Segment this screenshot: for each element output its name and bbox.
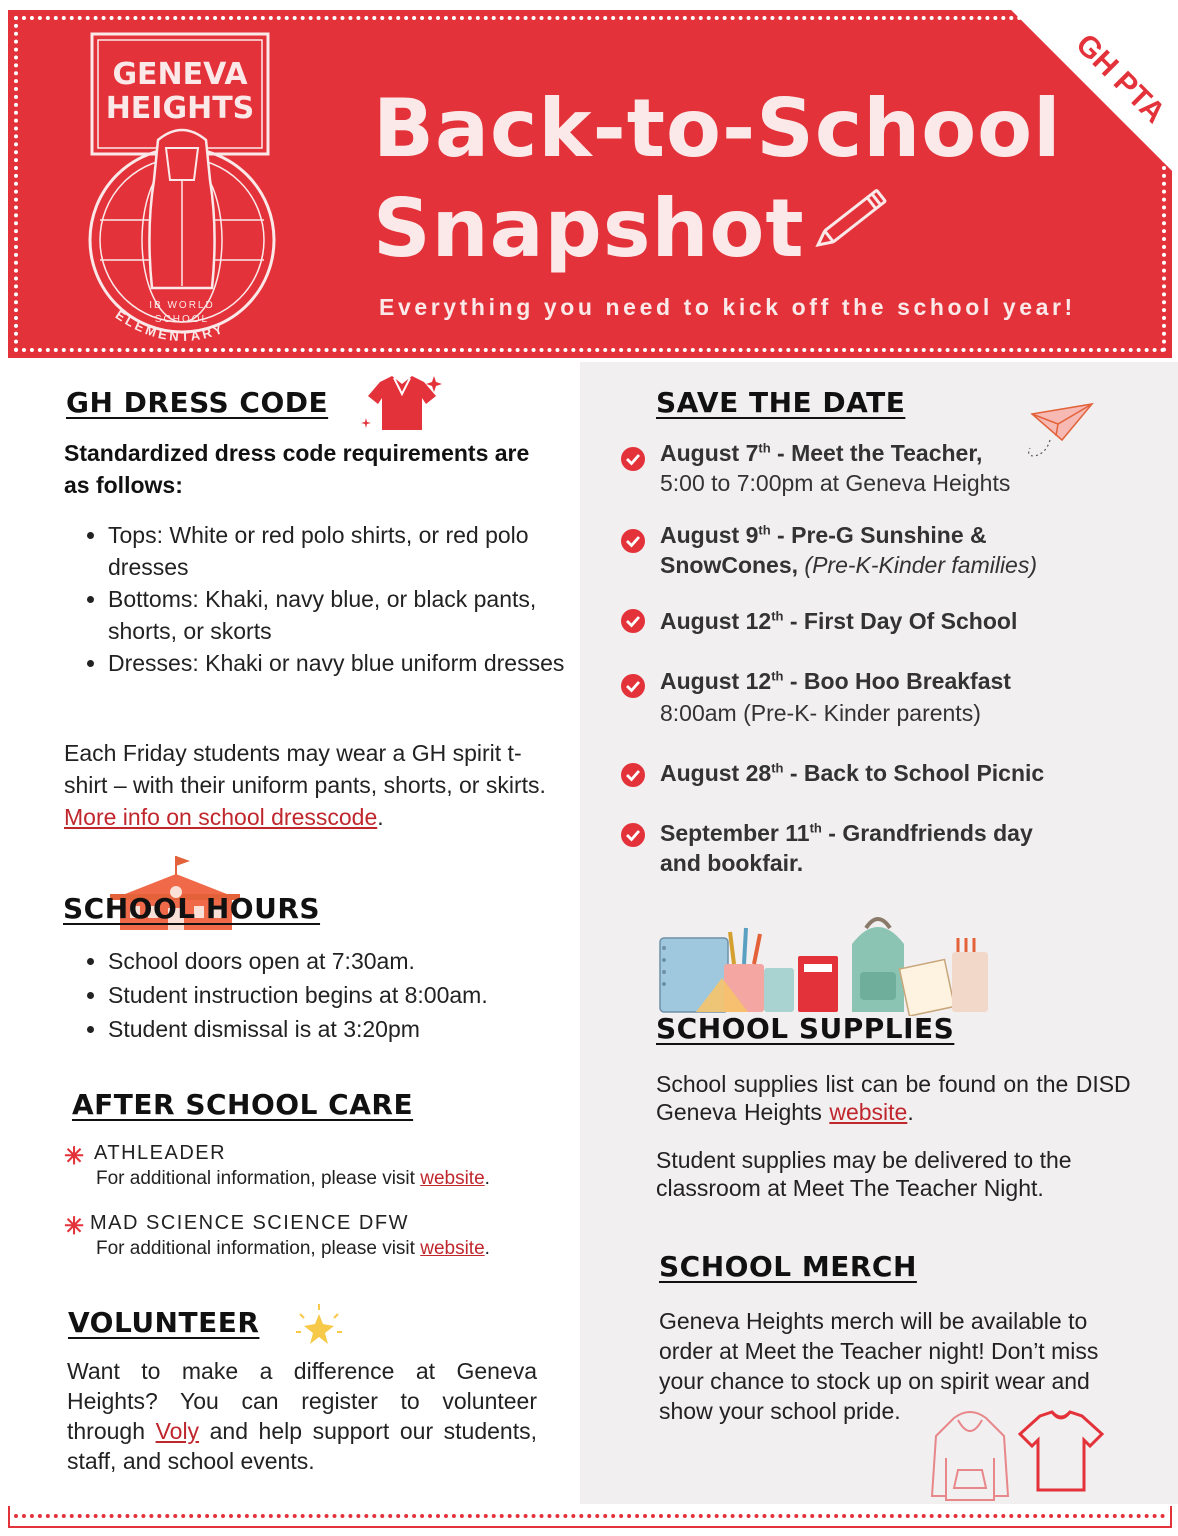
logo-line4: SCHOOL bbox=[154, 314, 210, 325]
supplies-delivery-text: Student supplies may be delivered to the classroom at Meet The Teacher Night. bbox=[656, 1147, 1072, 1201]
dress-code-intro: Standardized dress code requirements are as follows: bbox=[64, 440, 530, 498]
sparkle-star-icon bbox=[292, 1302, 346, 1352]
dress-code-heading: GH DRESS CODE bbox=[66, 386, 329, 419]
header-banner bbox=[8, 10, 1172, 358]
care-info: For additional information, please visit website. bbox=[96, 1168, 490, 1189]
pencil-icon bbox=[808, 175, 908, 255]
school-logo bbox=[78, 30, 288, 358]
school-merch-heading: SCHOOL MERCH bbox=[659, 1250, 917, 1283]
check-circle-icon bbox=[620, 608, 646, 634]
asterisk-icon: ✳ bbox=[64, 1143, 85, 1170]
supplies-list-text: School supplies list can be found on the DISD Geneva Heights website. bbox=[656, 1071, 1131, 1125]
corner-tag: GH PTA bbox=[1069, 27, 1172, 130]
mad-science-website-link[interactable]: website bbox=[420, 1238, 485, 1259]
school-hours-list bbox=[66, 945, 588, 1045]
check-circle-icon bbox=[620, 673, 646, 699]
care-name: MAD SCIENCE SCIENCE DFW bbox=[90, 1212, 409, 1234]
merch-text: Geneva Heights merch will be available to order at Meet the Teacher night! Don’t miss your chance to stock up on spirit wear and show your school pride. bbox=[659, 1308, 1099, 1424]
title-line2: Snapshot bbox=[373, 182, 805, 275]
logo-line3: IB WORLD bbox=[149, 300, 215, 311]
list-item: • Bottoms: Khaki, navy blue, or black pants, shorts, or skorts bbox=[108, 583, 578, 647]
volunteer-text: Want to make a difference at Geneva Heights? You can register to volunteer through Voly and help support our students, staff, and school events. bbox=[67, 1358, 537, 1474]
school-hours-heading: SCHOOL HOURS bbox=[63, 892, 321, 925]
footer-border bbox=[8, 1506, 1172, 1528]
school-supplies-illustration bbox=[656, 908, 992, 1016]
supplies-website-link[interactable]: website bbox=[829, 1099, 908, 1125]
check-circle-icon bbox=[620, 446, 646, 472]
link-suffix: . bbox=[377, 804, 384, 830]
friday-text: Each Friday students may wear a GH spirit t-shirt – with their uniform pants, shorts, or skirts. bbox=[64, 740, 546, 798]
paper-plane-icon bbox=[1022, 400, 1098, 470]
tshirt-icon bbox=[1016, 1410, 1106, 1492]
logo-line5: ELEMENTARY bbox=[112, 307, 228, 345]
school-supplies-heading: SCHOOL SUPPLIES bbox=[656, 1012, 955, 1045]
list-item: • Dresses: Khaki or navy blue uniform dresses bbox=[108, 647, 578, 679]
athleader-website-link[interactable]: website bbox=[420, 1168, 485, 1189]
logo-line2: HEIGHTS bbox=[105, 91, 255, 126]
after-school-heading: AFTER SCHOOL CARE bbox=[72, 1088, 414, 1121]
logo-line1: GENEVA bbox=[112, 57, 248, 92]
list-item: • Tops: White or red polo shirts, or red polo dresses bbox=[108, 519, 578, 583]
list-item: • Student instruction begins at 8:00am. bbox=[108, 979, 588, 1011]
hoodie-icon bbox=[928, 1408, 1012, 1502]
check-circle-icon bbox=[620, 528, 646, 554]
save-the-date-heading: SAVE THE DATE bbox=[656, 386, 906, 419]
title-line1: Back-to-School bbox=[373, 82, 1062, 175]
shirt-icon bbox=[360, 372, 444, 434]
care-info: For additional information, please visit website. bbox=[96, 1238, 490, 1259]
care-name: ATHLEADER bbox=[94, 1142, 227, 1164]
dresscode-link[interactable]: More info on school dresscode bbox=[64, 804, 378, 830]
subtitle: Everything you need to kick off the school year! bbox=[379, 294, 1076, 320]
voly-link[interactable]: Voly bbox=[155, 1418, 200, 1444]
dress-code-list bbox=[66, 519, 578, 679]
volunteer-heading: VOLUNTEER bbox=[68, 1306, 260, 1339]
asterisk-icon: ✳ bbox=[64, 1213, 85, 1240]
check-circle-icon bbox=[620, 822, 646, 848]
list-item: • Student dismissal is at 3:20pm bbox=[108, 1013, 588, 1045]
friday-spirit-text bbox=[64, 737, 546, 833]
list-item: • School doors open at 7:30am. bbox=[108, 945, 588, 977]
svg-text:ELEMENTARY bbox=[113, 307, 227, 344]
check-circle-icon bbox=[620, 762, 646, 788]
